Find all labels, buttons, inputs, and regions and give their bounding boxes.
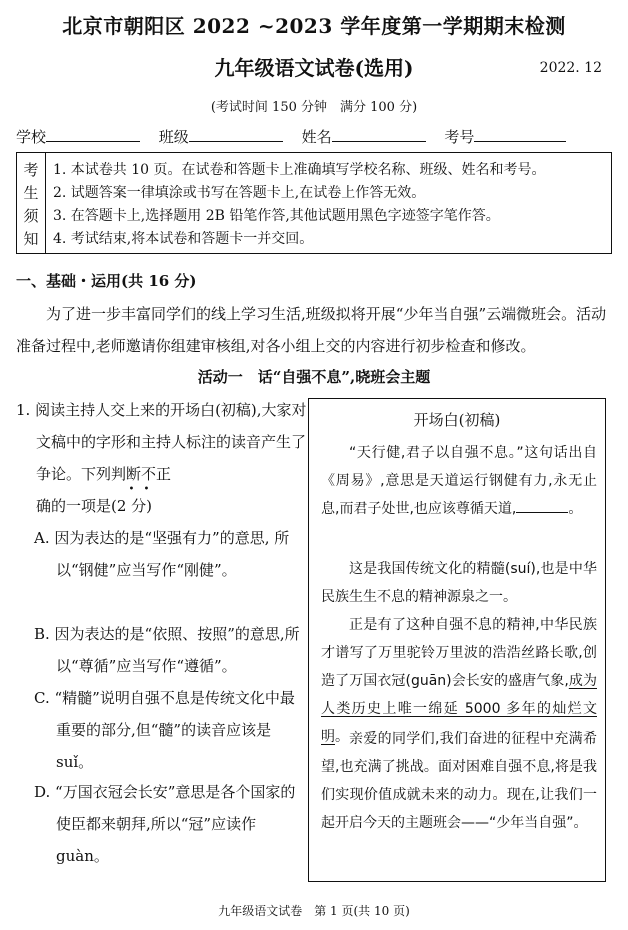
activity-heading: 活动一 话“自强不息”,晓班会主题 [197,368,431,386]
class-label: 班级 [158,128,189,146]
question-stem [16,394,312,522]
exam-info: (考试时间 150 分钟 满分 100 分) [210,100,418,115]
underlined-sentence: 成为人类历史上唯一绵延 5000 多年的灿烂文明 [321,673,597,745]
opening-title: 开场白(初稿) [413,411,501,429]
class-blank[interactable] [189,127,283,142]
page-footer: 九年级语文试卷 第 1 页(共 10 页) [218,904,410,918]
option-b[interactable]: B. 因为表达的是“依照、按照”的意思,所以“尊循”应当写作“遵循”。 [34,625,300,675]
notice-side-label [17,153,46,253]
number-label: 考号 [444,128,475,146]
notice-box [16,152,612,254]
opening-paragraph-3-end: 。 [335,729,349,745]
option-d[interactable]: D. “万国衣冠会长安”意思是各个国家的使臣都来朝拜,所以“冠”应读作 guàn。 [34,783,296,865]
name-label: 姓名 [301,128,332,146]
opening-paragraph-4: 亲爱的同学们,我们奋进的征程中充满希望,也充满了挑战。面对困难自强不息,将是我们实现价值成就未来的动力。现在,让我们一起开启今天的主题班会——“少年当自强”。 [321,731,597,831]
section-intro: 为了进一步丰富同学们的线上学习生活,班级拟将开展“少年当自强”云端微班会。活动准备过程中,老师邀请你组建审核组,对各小组上交的内容进行初步检查和修改。 [16,305,607,355]
notice-item: 2. 试题答案一律填涂或书写在答题卡上,在试卷上作答无效。 [53,185,426,201]
school-blank[interactable] [46,127,140,142]
exam-date: 2022. 12 [539,60,602,76]
notice-item: 4. 考试结束,将本试卷和答题卡一并交回。 [53,231,314,247]
notice-side-char: 考 [23,161,39,179]
question-stem-end: 确的一项是(2 分) [36,497,153,515]
school-label: 学校 [16,128,47,146]
notice-side-char: 须 [23,207,39,225]
name-blank[interactable] [332,127,426,142]
emphasis-char-correct: 正 [156,465,172,483]
number-blank[interactable] [474,127,566,142]
opening-paragraph-1-end: 。 [568,501,583,517]
opening-speech-box [308,398,606,882]
question-stem-text: 1. 阅读主持人交上来的开场白(初稿),大家对文稿中的字形和主持人标注的读音产生了争论。下列判断 [16,401,307,483]
notice-item: 1. 本试卷共 10 页。在试卷和答题卡上准确填写学校名称、班级、姓名和考号。 [53,162,546,178]
section-heading: 一、基础・运用(共 16 分) [16,272,197,290]
notice-item: 3. 在答题卡上,选择题用 2B 铅笔作答,其他试题用黑色字迹签字笔作答。 [53,208,500,224]
opening-paragraph-3-text: 正是有了这种自强不息的精神,中华民族才谱写了万里驼铃万里波的浩浩丝路长歌,创造了万国衣冠(guān)会长安的盛唐气象, [321,617,597,689]
notice-items [53,159,607,251]
notice-side-char: 知 [23,230,39,248]
opening-paragraph-1-text: “天行健,君子以自强不息。”这句话出自《周易》,意思是天道运行钢健有力,永无止息,而君子处世,也应该尊循天道, [321,445,597,517]
exam-subtitle: 九年级语文试卷(选用) [214,56,414,80]
opening-paragraph-1 [321,439,597,523]
fill-in-blank[interactable] [516,500,568,513]
opening-paragraph-2: 这是我国传统文化的精髓(suí),也是中华民族生生不息的精神源泉之一。 [321,561,597,605]
student-info-fields [16,126,612,147]
emphasis-char-not: 不 [141,465,157,483]
exam-title: 北京市朝阳区 2022 ~2023 学年度第一学期期末检测 [62,14,566,38]
notice-side-char: 生 [23,184,39,202]
option-a[interactable]: A. 因为表达的是“坚强有力”的意思, 所以“钢健”应当写作“刚健”。 [34,529,290,579]
option-c[interactable]: C. “精髓”说明自强不息是传统文化中最重要的部分,但“髓”的读音应该是 suǐ。 [34,689,295,771]
